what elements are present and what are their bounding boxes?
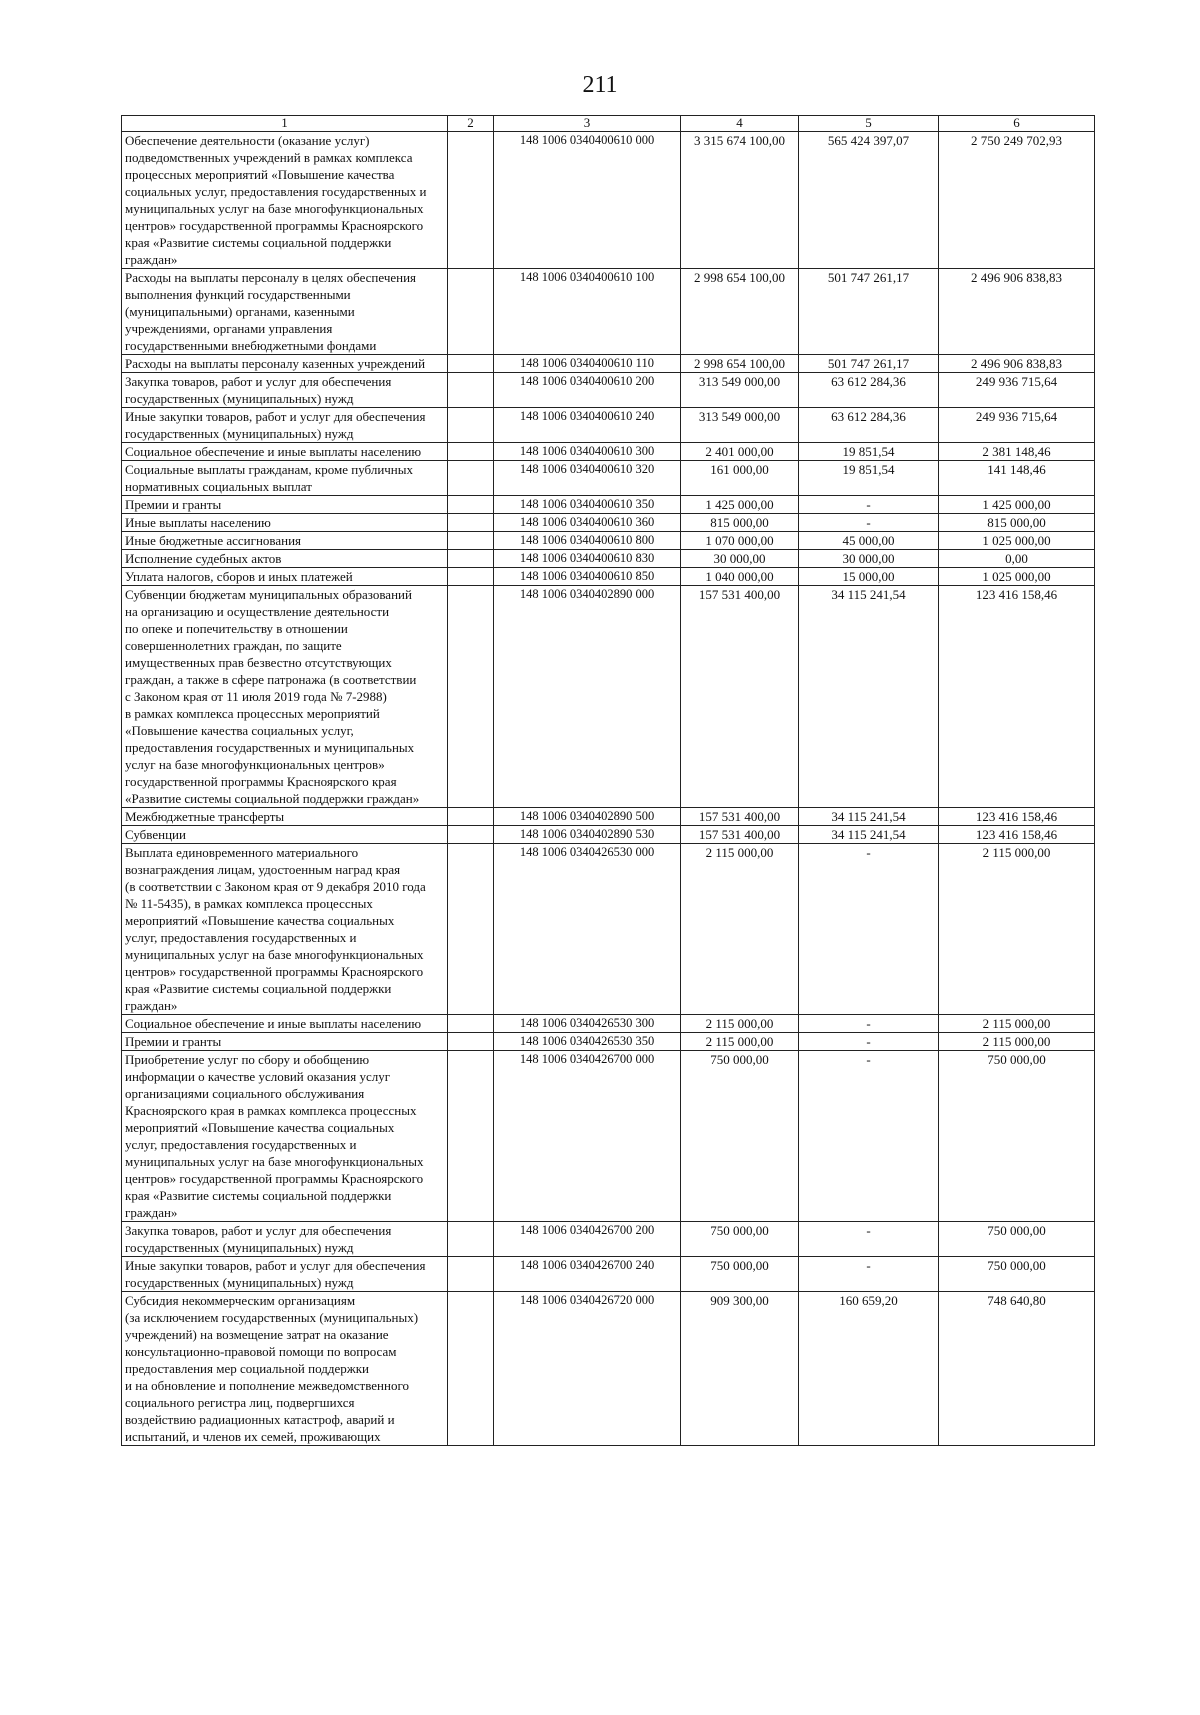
row-col4-cell: 313 549 000,00 [681,408,799,443]
column-header: 3 [494,116,681,132]
row-col6-cell: 141 148,46 [939,461,1095,496]
row-name-cell: Субвенции [122,826,448,844]
row-col5-cell: 160 659,20 [799,1292,939,1446]
row-col6-cell: 1 425 000,00 [939,496,1095,514]
column-header: 4 [681,116,799,132]
row-col6-cell: 750 000,00 [939,1051,1095,1222]
row-col5-cell: 30 000,00 [799,550,939,568]
row-col5-cell: 15 000,00 [799,568,939,586]
row-col6-cell: 0,00 [939,550,1095,568]
row-name-cell: Обеспечение деятельности (оказание услуг) подведомственных учреждений в рамках комплекса процессных мероприятий «Повышение качества социальных услуг, предоставления государственных и муниципальных услуг на базе многофункциональных центров» государственной программы Красноярского края «Развитие системы социальной поддержки граждан» [122,132,448,269]
row-code-cell: 148 1006 0340426700 000 [494,1051,681,1222]
row-col4-cell: 1 425 000,00 [681,496,799,514]
row-code-cell: 148 1006 0340400610 360 [494,514,681,532]
row-col4-cell: 157 531 400,00 [681,586,799,808]
row-col5-cell: - [799,514,939,532]
row-col2-cell [448,461,494,496]
row-col5-cell: - [799,1257,939,1292]
budget-table [121,115,1095,1446]
row-col2-cell [448,826,494,844]
row-col2-cell [448,269,494,355]
table-row [122,550,1095,568]
row-code-cell: 148 1006 0340400610 350 [494,496,681,514]
row-col5-cell: 501 747 261,17 [799,355,939,373]
row-col5-cell: 19 851,54 [799,461,939,496]
table-row [122,461,1095,496]
row-col4-cell: 157 531 400,00 [681,808,799,826]
table-row [122,132,1095,269]
row-col5-cell: 19 851,54 [799,443,939,461]
row-col4-cell: 815 000,00 [681,514,799,532]
row-name-cell: Исполнение судебных актов [122,550,448,568]
row-col2-cell [448,844,494,1015]
row-col2-cell [448,586,494,808]
row-col5-cell: - [799,1051,939,1222]
row-col2-cell [448,496,494,514]
row-col2-cell [448,568,494,586]
row-code-cell: 148 1006 0340402890 000 [494,586,681,808]
row-code-cell: 148 1006 0340400610 830 [494,550,681,568]
row-col2-cell [448,1051,494,1222]
row-code-cell: 148 1006 0340426700 240 [494,1257,681,1292]
row-name-cell: Иные закупки товаров, работ и услуг для обеспечения государственных (муниципальных) нужд [122,408,448,443]
row-col6-cell: 1 025 000,00 [939,568,1095,586]
table-row [122,355,1095,373]
table-row [122,1257,1095,1292]
row-col5-cell: 63 612 284,36 [799,373,939,408]
row-col6-cell: 815 000,00 [939,514,1095,532]
row-name-cell: Межбюджетные трансферты [122,808,448,826]
row-col4-cell: 30 000,00 [681,550,799,568]
row-col4-cell: 313 549 000,00 [681,373,799,408]
row-col5-cell: 34 115 241,54 [799,586,939,808]
table-body [122,132,1095,1446]
row-name-cell: Социальное обеспечение и иные выплаты населению [122,443,448,461]
row-code-cell: 148 1006 0340400610 000 [494,132,681,269]
row-name-cell: Приобретение услуг по сбору и обобщению информации о качестве условий оказания услуг организациями социального обслуживания Красноярского края в рамках комплекса процессных мероприятий «Повышение качества социальных услуг, предоставления государственных и муниципальных услуг на базе многофункциональных центров» государственной программы Красноярского края «Развитие системы социальной поддержки граждан» [122,1051,448,1222]
row-name-cell: Расходы на выплаты персоналу в целях обеспечения выполнения функций государственными (муниципальными) органами, казенными учреждениями, органами управления государственными внебюджетными фондами [122,269,448,355]
row-col4-cell: 2 115 000,00 [681,1033,799,1051]
table-row [122,269,1095,355]
row-col2-cell [448,373,494,408]
row-col6-cell: 2 115 000,00 [939,1033,1095,1051]
row-col5-cell: 565 424 397,07 [799,132,939,269]
row-col6-cell: 2 381 148,46 [939,443,1095,461]
table-row [122,586,1095,808]
column-header: 5 [799,116,939,132]
row-code-cell: 148 1006 0340426720 000 [494,1292,681,1446]
row-col5-cell: 34 115 241,54 [799,808,939,826]
row-col6-cell: 1 025 000,00 [939,532,1095,550]
table-row [122,496,1095,514]
row-col4-cell: 161 000,00 [681,461,799,496]
row-col6-cell: 2 115 000,00 [939,1015,1095,1033]
row-code-cell: 148 1006 0340400610 300 [494,443,681,461]
row-col4-cell: 750 000,00 [681,1051,799,1222]
table-row [122,408,1095,443]
row-name-cell: Уплата налогов, сборов и иных платежей [122,568,448,586]
row-col2-cell [448,443,494,461]
row-col6-cell: 123 416 158,46 [939,586,1095,808]
row-col4-cell: 2 998 654 100,00 [681,355,799,373]
row-col6-cell: 2 115 000,00 [939,844,1095,1015]
row-code-cell: 148 1006 0340426530 000 [494,844,681,1015]
row-col2-cell [448,808,494,826]
row-name-cell: Иные закупки товаров, работ и услуг для обеспечения государственных (муниципальных) нужд [122,1257,448,1292]
row-col5-cell: - [799,496,939,514]
row-code-cell: 148 1006 0340400610 320 [494,461,681,496]
row-col4-cell: 2 401 000,00 [681,443,799,461]
table-row [122,844,1095,1015]
table-row [122,826,1095,844]
row-name-cell: Премии и гранты [122,496,448,514]
row-col4-cell: 750 000,00 [681,1257,799,1292]
row-code-cell: 148 1006 0340400610 850 [494,568,681,586]
row-name-cell: Субвенции бюджетам муниципальных образований на организацию и осуществление деятельности по опеке и попечительству в отношении совершеннолетних граждан, по защите имущественных прав безвестно отсутствующих граждан, а также в сфере патронажа (в соответствии с Законом края от 11 июля 2019 года № 7-2988) в рамках комплекса процессных мероприятий «Повышение качества социальных услуг, предоставления государственных и муниципальных услуг на базе многофункциональных центров» государственной программы Красноярского края «Развитие системы социальной поддержки граждан» [122,586,448,808]
row-col6-cell: 123 416 158,46 [939,826,1095,844]
row-col6-cell: 2 496 906 838,83 [939,355,1095,373]
row-code-cell: 148 1006 0340426530 300 [494,1015,681,1033]
row-col5-cell: 501 747 261,17 [799,269,939,355]
row-col6-cell: 748 640,80 [939,1292,1095,1446]
row-col2-cell [448,408,494,443]
row-code-cell: 148 1006 0340400610 100 [494,269,681,355]
row-col6-cell: 750 000,00 [939,1222,1095,1257]
table-row [122,1051,1095,1222]
row-col4-cell: 3 315 674 100,00 [681,132,799,269]
row-col4-cell: 1 070 000,00 [681,532,799,550]
row-col4-cell: 2 115 000,00 [681,1015,799,1033]
row-col6-cell: 249 936 715,64 [939,373,1095,408]
row-col2-cell [448,532,494,550]
row-code-cell: 148 1006 0340400610 110 [494,355,681,373]
table-row [122,514,1095,532]
row-code-cell: 148 1006 0340400610 240 [494,408,681,443]
page-number: 211 [582,72,618,98]
table-row [122,568,1095,586]
row-col2-cell [448,1015,494,1033]
table-row [122,1033,1095,1051]
row-name-cell: Субсидия некоммерческим организациям (за исключением государственных (муниципальных) учреждений) на возмещение затрат на оказание консультационно-правовой помощи по вопросам предоставления мер социальной поддержки и на обновление и пополнение межведомственного социального регистра лиц, подвергшихся воздействию радиационных катастроф, аварий и испытаний, и членов их семей, проживающих [122,1292,448,1446]
table-row [122,808,1095,826]
row-col2-cell [448,355,494,373]
row-col4-cell: 157 531 400,00 [681,826,799,844]
row-name-cell: Премии и гранты [122,1033,448,1051]
row-col2-cell [448,1257,494,1292]
row-col6-cell: 2 496 906 838,83 [939,269,1095,355]
row-col6-cell: 750 000,00 [939,1257,1095,1292]
row-col6-cell: 123 416 158,46 [939,808,1095,826]
row-col5-cell: 34 115 241,54 [799,826,939,844]
row-col2-cell [448,1222,494,1257]
row-col5-cell: - [799,1222,939,1257]
row-code-cell: 148 1006 0340400610 200 [494,373,681,408]
row-col2-cell [448,132,494,269]
row-col5-cell: 63 612 284,36 [799,408,939,443]
table-row [122,532,1095,550]
row-name-cell: Закупка товаров, работ и услуг для обеспечения государственных (муниципальных) нужд [122,373,448,408]
row-name-cell: Закупка товаров, работ и услуг для обеспечения государственных (муниципальных) нужд [122,1222,448,1257]
row-code-cell: 148 1006 0340426530 350 [494,1033,681,1051]
row-code-cell: 148 1006 0340402890 530 [494,826,681,844]
row-name-cell: Выплата единовременного материального вознаграждения лицам, удостоенным наград края (в соответствии с Законом края от 9 декабря 2010 года № 11-5435), в рамках комплекса процессных мероприятий «Повышение качества социальных услуг, предоставления государственных и муниципальных услуг на базе многофункциональных центров» государственной программы Красноярского края «Развитие системы социальной поддержки граждан» [122,844,448,1015]
row-col5-cell: - [799,1015,939,1033]
row-name-cell: Социальное обеспечение и иные выплаты населению [122,1015,448,1033]
column-header: 2 [448,116,494,132]
row-col2-cell [448,1292,494,1446]
row-col2-cell [448,1033,494,1051]
row-col5-cell: - [799,1033,939,1051]
row-col4-cell: 909 300,00 [681,1292,799,1446]
row-col4-cell: 2 115 000,00 [681,844,799,1015]
table-row [122,1292,1095,1446]
row-col5-cell: - [799,844,939,1015]
row-code-cell: 148 1006 0340402890 500 [494,808,681,826]
table-row [122,1222,1095,1257]
row-col4-cell: 1 040 000,00 [681,568,799,586]
table-row [122,443,1095,461]
row-name-cell: Расходы на выплаты персоналу казенных учреждений [122,355,448,373]
table-row [122,373,1095,408]
row-col6-cell: 249 936 715,64 [939,408,1095,443]
column-header: 6 [939,116,1095,132]
column-header: 1 [122,116,448,132]
row-code-cell: 148 1006 0340426700 200 [494,1222,681,1257]
row-col6-cell: 2 750 249 702,93 [939,132,1095,269]
row-code-cell: 148 1006 0340400610 800 [494,532,681,550]
row-col2-cell [448,550,494,568]
table-row [122,1015,1095,1033]
row-name-cell: Иные бюджетные ассигнования [122,532,448,550]
row-name-cell: Иные выплаты населению [122,514,448,532]
row-col5-cell: 45 000,00 [799,532,939,550]
table-header-row [122,116,1095,132]
row-name-cell: Социальные выплаты гражданам, кроме публичных нормативных социальных выплат [122,461,448,496]
row-col2-cell [448,514,494,532]
row-col4-cell: 750 000,00 [681,1222,799,1257]
row-col4-cell: 2 998 654 100,00 [681,269,799,355]
